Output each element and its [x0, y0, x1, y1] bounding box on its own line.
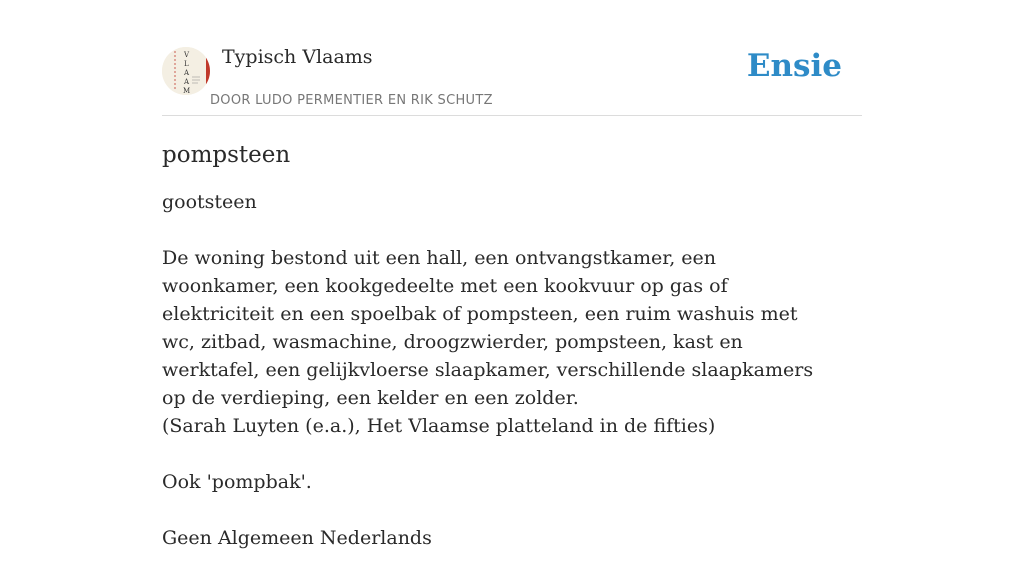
svg-text:A: A [184, 78, 190, 86]
entry-content [162, 130, 822, 580]
ensie-brand-link[interactable]: Ensie [746, 48, 842, 84]
svg-text:A: A [184, 69, 190, 77]
svg-text:V: V [184, 51, 190, 59]
entry-quote-block [162, 244, 822, 440]
entry-definition: gootsteen [162, 191, 257, 213]
svg-text:L: L [184, 60, 189, 68]
site-header [162, 40, 862, 116]
entry-extra: Geen Algemeen Nederlands [162, 527, 432, 549]
site-title-link[interactable]: Typisch Vlaams [222, 46, 373, 68]
entry-headword: pompsteen [162, 142, 291, 168]
svg-text:M: M [183, 87, 191, 95]
entry-note: Ook 'pompbak'. [162, 471, 312, 493]
entry-quote: De woning bestond uit een hall, een ontvangstkamer, een woonkamer, een kookgedeelte met een kookvuur op gas of elektriciteit en een spoelbak of pompsteen, een ruim washuis met wc, zitbad, wasmachine, droogzwierder, pompsteen, kast en werktafel, een gelijkvloerse slaapkamer, verschillende slaapkamers op de verdieping, een kelder en een zolder. [162, 247, 814, 409]
byline: DOOR LUDO PERMENTIER EN RIK SCHUTZ [210, 93, 493, 108]
logo-graphic [162, 47, 210, 95]
entry-source: (Sarah Luyten (e.a.), Het Vlaamse platteland in de fifties) [162, 415, 716, 437]
typisch-vlaams-logo-icon[interactable] [162, 47, 210, 95]
